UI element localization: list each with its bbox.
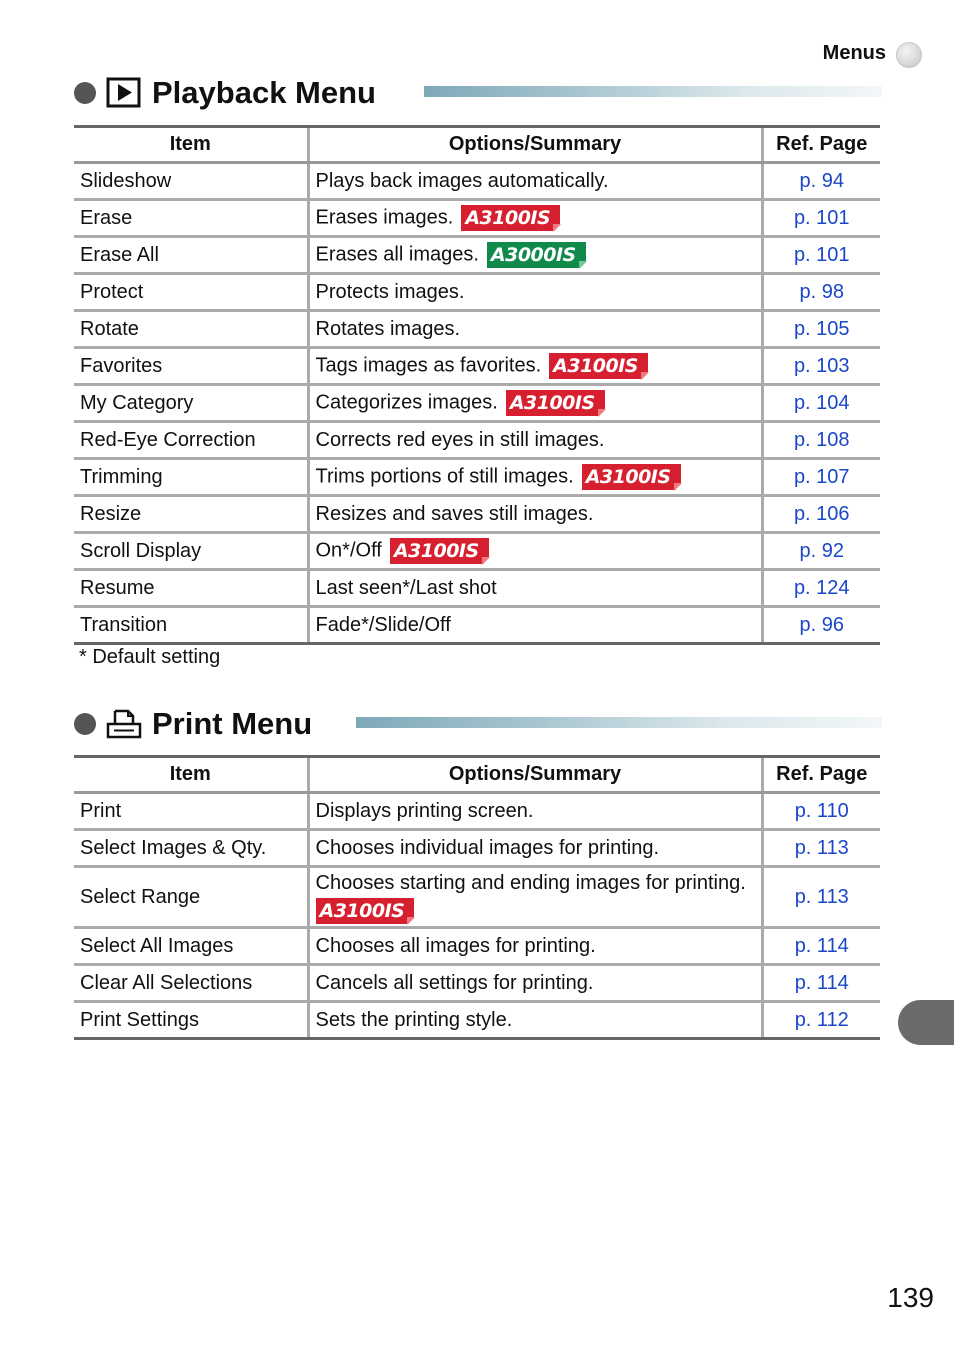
model-badge: A3100IS (316, 898, 415, 924)
bullet-icon (74, 82, 96, 104)
ref-page-link[interactable]: p. 124 (762, 570, 880, 607)
table-row (74, 422, 880, 459)
ref-page-link[interactable]: p. 104 (762, 385, 880, 422)
table-row (74, 237, 880, 274)
ref-page-link[interactable]: p. 108 (762, 422, 880, 459)
options-cell (308, 867, 762, 928)
options-cell (308, 496, 762, 533)
title-divider (424, 86, 882, 97)
options-text: Trims portions of still images. (315, 465, 574, 488)
options-cell (308, 237, 762, 274)
options-cell (308, 570, 762, 607)
item-cell: Erase (74, 200, 308, 237)
options-cell (308, 793, 762, 830)
options-text: Cancels all settings for printing. (315, 971, 594, 994)
item-cell: Scroll Display (74, 533, 308, 570)
options-text: Tags images as favorites. (315, 354, 542, 377)
options-text: On*/Off (315, 539, 382, 562)
bullet-icon (74, 713, 96, 735)
options-text: Erases all images. (315, 243, 479, 266)
playback-menu-table (74, 125, 880, 645)
table-header-row (74, 757, 880, 793)
table-row (74, 496, 880, 533)
item-cell: Select Images & Qty. (74, 830, 308, 867)
options-text: Chooses individual images for printing. (315, 836, 660, 859)
table-row (74, 200, 880, 237)
column-header-ref: Ref. Page (762, 757, 880, 793)
header-circle-icon (896, 42, 922, 68)
item-cell: Select All Images (74, 928, 308, 965)
item-cell: Select Range (74, 867, 308, 928)
model-badge: A3100IS (506, 390, 605, 416)
print-menu-heading (74, 705, 882, 745)
options-cell (308, 200, 762, 237)
options-cell (308, 1002, 762, 1039)
options-cell (308, 311, 762, 348)
options-text: Sets the printing style. (315, 1008, 513, 1031)
ref-page-link[interactable]: p. 107 (762, 459, 880, 496)
footnote: * Default setting (79, 646, 221, 668)
playback-menu-heading (74, 74, 882, 114)
print-menu-title: Print Menu (152, 706, 313, 741)
ref-page-link[interactable]: p. 106 (762, 496, 880, 533)
options-cell (308, 965, 762, 1002)
item-cell: Clear All Selections (74, 965, 308, 1002)
ref-page-link[interactable]: p. 114 (762, 965, 880, 1002)
column-header-options: Options/Summary (308, 127, 762, 163)
options-text: Resizes and saves still images. (315, 502, 594, 525)
page-number: 139 (887, 1282, 934, 1313)
ref-page-link[interactable]: p. 103 (762, 348, 880, 385)
ref-page-link[interactable]: p. 113 (762, 830, 880, 867)
options-text: Protects images. (315, 280, 465, 303)
item-cell: Red-Eye Correction (74, 422, 308, 459)
options-text: Displays printing screen. (315, 799, 534, 822)
playback-menu-title: Playback Menu (152, 75, 376, 110)
ref-page-link[interactable]: p. 105 (762, 311, 880, 348)
options-text: Fade*/Slide/Off (315, 613, 451, 636)
item-cell: Resize (74, 496, 308, 533)
column-header-ref: Ref. Page (762, 127, 880, 163)
options-text: Plays back images automatically. (315, 169, 609, 192)
ref-page-link[interactable]: p. 112 (762, 1002, 880, 1039)
options-text: Last seen*/Last shot (315, 576, 497, 599)
model-badge: A3100IS (390, 538, 489, 564)
options-cell (308, 533, 762, 570)
item-cell: Protect (74, 274, 308, 311)
ref-page-link[interactable]: p. 113 (762, 867, 880, 928)
printer-icon (106, 707, 142, 741)
title-divider (356, 717, 882, 728)
item-cell: Transition (74, 607, 308, 644)
table-row (74, 311, 880, 348)
item-cell: Trimming (74, 459, 308, 496)
ref-page-link[interactable]: p. 101 (762, 237, 880, 274)
model-badge: A3100IS (461, 205, 560, 231)
table-header-row (74, 127, 880, 163)
table-row (74, 793, 880, 830)
table-row (74, 867, 880, 928)
table-row (74, 459, 880, 496)
table-row (74, 385, 880, 422)
table-row (74, 965, 880, 1002)
item-cell: Print (74, 793, 308, 830)
table-row (74, 533, 880, 570)
table-row (74, 1002, 880, 1039)
options-text: Corrects red eyes in still images. (315, 428, 605, 451)
model-badge: A3000IS (487, 242, 586, 268)
table-row (74, 928, 880, 965)
table-row (74, 830, 880, 867)
ref-page-link[interactable]: p. 98 (762, 274, 880, 311)
item-cell: Resume (74, 570, 308, 607)
item-cell: Erase All (74, 237, 308, 274)
options-cell (308, 422, 762, 459)
item-cell: Favorites (74, 348, 308, 385)
options-text: Rotates images. (315, 317, 461, 340)
options-text: Chooses starting and ending images for printing. (315, 872, 746, 894)
options-cell (308, 928, 762, 965)
ref-page-link[interactable]: p. 92 (762, 533, 880, 570)
ref-page-link[interactable]: p. 110 (762, 793, 880, 830)
model-badge: A3100IS (549, 353, 648, 379)
column-header-item: Item (74, 127, 308, 163)
options-cell (308, 348, 762, 385)
options-text: Categorizes images. (315, 391, 498, 414)
item-cell: My Category (74, 385, 308, 422)
options-cell (308, 459, 762, 496)
ref-page-link[interactable]: p. 94 (762, 163, 880, 200)
table-row (74, 163, 880, 200)
options-cell (308, 830, 762, 867)
ref-page-link[interactable]: p. 114 (762, 928, 880, 965)
options-text: Erases images. (315, 206, 454, 229)
options-text: Chooses all images for printing. (315, 934, 596, 957)
print-menu-table (74, 755, 880, 1040)
options-cell (308, 385, 762, 422)
options-cell (308, 163, 762, 200)
column-header-options: Options/Summary (308, 757, 762, 793)
options-cell (308, 607, 762, 644)
chapter-tab (898, 1000, 954, 1045)
item-cell: Slideshow (74, 163, 308, 200)
header-label: Menus (822, 42, 886, 64)
play-icon (106, 76, 142, 110)
table-row (74, 274, 880, 311)
table-row (74, 570, 880, 607)
model-badge: A3100IS (582, 464, 681, 490)
ref-page-link[interactable]: p. 101 (762, 200, 880, 237)
table-row (74, 348, 880, 385)
ref-page-link[interactable]: p. 96 (762, 607, 880, 644)
table-row (74, 607, 880, 644)
item-cell: Print Settings (74, 1002, 308, 1039)
options-cell (308, 274, 762, 311)
column-header-item: Item (74, 757, 308, 793)
item-cell: Rotate (74, 311, 308, 348)
